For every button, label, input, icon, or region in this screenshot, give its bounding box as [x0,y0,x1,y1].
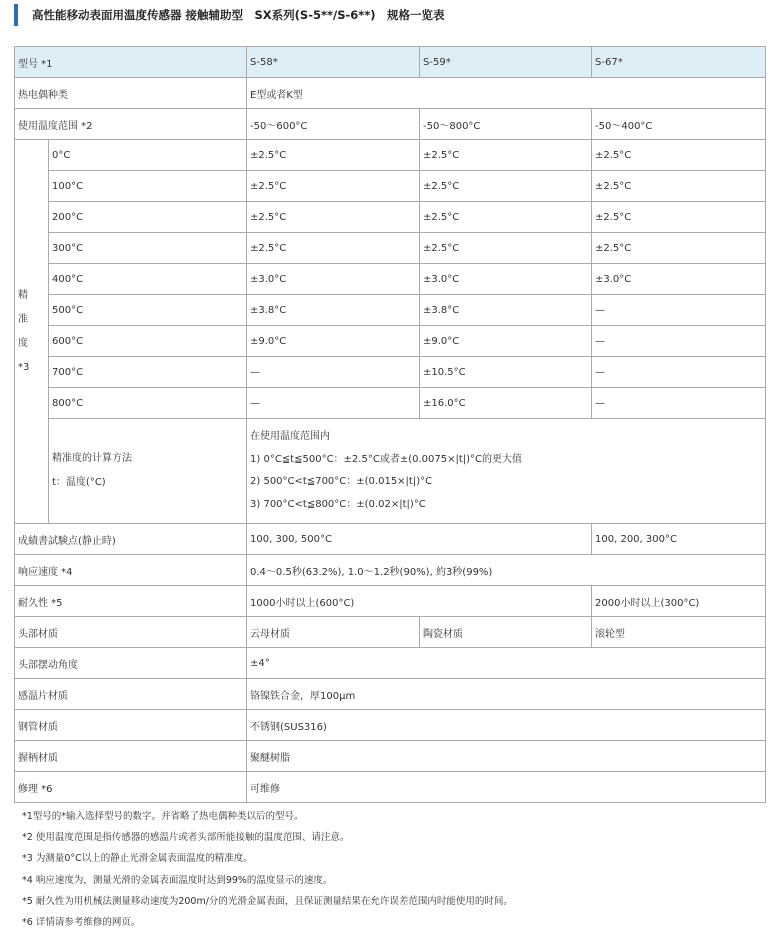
row-label: 热电偶种类 [15,78,247,109]
row-accuracy [15,233,766,264]
accuracy-temp: 700°C [49,357,247,388]
method-text [247,419,766,524]
row-accuracy [15,295,766,326]
row-cert-points [15,524,766,555]
method-line: 2) 500°C<t≦700°C：±(0.015×|t|)°C [250,476,433,487]
header-model-3: S-67* [592,47,766,78]
row-value: 聚醚树脂 [247,741,766,772]
method-label [49,419,247,524]
accuracy-value: — [592,326,766,357]
accuracy-value: ±2.5°C [592,171,766,202]
row-label: 钢管材质 [15,710,247,741]
row-pipe-material [15,710,766,741]
accuracy-value: ±2.5°C [592,202,766,233]
accuracy-value: ±3.8°C [420,295,592,326]
row-value: -50～800°C [420,109,592,140]
accuracy-temp: 200°C [49,202,247,233]
row-repair [15,772,766,803]
footnote: *3 为测量0°C以上的静止光滑金属表面温度的精准度。 [22,853,253,865]
row-accuracy [15,140,766,171]
accuracy-temp: 100°C [49,171,247,202]
accuracy-value: ±2.5°C [247,140,420,171]
accuracy-category-char: 精 [18,289,28,301]
row-value: 100, 300, 500°C [247,524,592,555]
accuracy-value: ±2.5°C [247,202,420,233]
accuracy-temp: 300°C [49,233,247,264]
accuracy-temp: 600°C [49,326,247,357]
accuracy-temp: 800°C [49,388,247,419]
row-label: 成績書試験点(静止時) [15,524,247,555]
accuracy-value: — [247,388,420,419]
accuracy-value: ±16.0°C [420,388,592,419]
header-row [15,47,766,78]
accuracy-category [15,140,49,524]
page-title: 高性能移动表面用温度传感器 接触辅助型 SX系列(S-5**/S-6**) 规格一览表 [14,4,445,26]
row-value: 2000小时以上(300°C) [592,586,766,617]
row-accuracy [15,388,766,419]
row-label: 感温片材质 [15,679,247,710]
row-value: 1000小时以上(600°C) [247,586,592,617]
row-value: 0.4～0.5秒(63.2%), 1.0～1.2秒(90%), 約3秒(99%) [247,555,766,586]
row-label: 耐久性 *5 [15,586,247,617]
row-accuracy [15,264,766,295]
row-value: E型或者K型 [247,78,766,109]
accuracy-value: ±9.0°C [247,326,420,357]
method-label-line: t：温度(°C) [52,477,106,488]
accuracy-value: ±3.0°C [247,264,420,295]
header-model-2: S-59* [420,47,592,78]
row-value: 云母材质 [247,617,420,648]
row-value: -50～400°C [592,109,766,140]
row-value: 滚轮型 [592,617,766,648]
row-response [15,555,766,586]
accuracy-value: ±3.0°C [592,264,766,295]
row-accuracy [15,202,766,233]
row-value: 100, 200, 300°C [592,524,766,555]
row-label: 头部材质 [15,617,247,648]
accuracy-temp: 0°C [49,140,247,171]
accuracy-value: ±2.5°C [420,171,592,202]
accuracy-value: ±2.5°C [420,233,592,264]
accuracy-value: ±2.5°C [247,233,420,264]
row-head-angle [15,648,766,679]
method-line: 在使用温度范围内 [250,431,331,442]
row-label: 修理 *6 [15,772,247,803]
row-accuracy-method [15,419,766,524]
header-label: 型号 *1 [15,47,247,78]
row-accuracy [15,357,766,388]
row-value: 陶瓷材质 [420,617,592,648]
accuracy-category-char: 准 [18,313,28,325]
row-grip-material [15,741,766,772]
method-line: 1) 0°C≦t≦500°C：±2.5°C或者±(0.0075×|t|)°C的更大值 [250,453,523,465]
accuracy-temp: 500°C [49,295,247,326]
method-line: 3) 700°C<t≦800°C：±(0.02×|t|)°C [250,498,426,510]
accuracy-value: ±9.0°C [420,326,592,357]
footnote: *5 耐久性为用机械法测量移动速度为200m/分的光滑金属表面，且保证测量结果在允许误差范围内时能使用的时间。 [22,895,513,907]
footnote: *2 使用温度范围是指传感器的感温片或者头部所能接触的温度范围、请注意。 [22,832,350,844]
row-value: 可维修 [247,772,766,803]
header-model-1: S-58* [247,47,420,78]
accuracy-value: — [592,295,766,326]
row-label: 握柄材质 [15,741,247,772]
accuracy-value: ±2.5°C [592,233,766,264]
row-value: ±4° [247,648,766,679]
accuracy-value: ±2.5°C [247,171,420,202]
method-label-line: 精准度的计算方法 [52,453,132,464]
accuracy-value: ±10.5°C [420,357,592,388]
accuracy-temp: 400°C [49,264,247,295]
spec-table [14,46,766,803]
row-sensor-material [15,679,766,710]
footnote: *6 详情请参考维修的网页。 [22,916,141,928]
row-label: 响应速度 *4 [15,555,247,586]
footnotes [22,806,513,933]
accuracy-value: — [592,388,766,419]
accuracy-value: ±2.5°C [420,202,592,233]
accuracy-value: — [247,357,420,388]
accuracy-value: ±2.5°C [420,140,592,171]
row-head-material [15,617,766,648]
footnote: *4 响应速度为，测量光滑的金属表面温度时达到99%的温度显示的速度。 [22,874,333,886]
row-value: 铬镍铁合金，厚100μm [247,679,766,710]
row-accuracy [15,171,766,202]
row-value: -50～600°C [247,109,420,140]
row-durability [15,586,766,617]
row-label: 头部摆动角度 [15,648,247,679]
accuracy-category-char: 度 [18,337,28,349]
accuracy-value: ±3.0°C [420,264,592,295]
row-accuracy [15,326,766,357]
accuracy-category-char: *3 [18,361,30,373]
row-label: 使用温度范围 *2 [15,109,247,140]
accuracy-value: ±2.5°C [592,140,766,171]
row-value: 不锈钢(SUS316) [247,710,766,741]
footnote: *1型号的*输入选择型号的数字。并省略了热电偶种类以后的型号。 [22,811,304,822]
row-thermocouple [15,78,766,109]
row-range [15,109,766,140]
accuracy-value: ±3.8°C [247,295,420,326]
accuracy-value: — [592,357,766,388]
